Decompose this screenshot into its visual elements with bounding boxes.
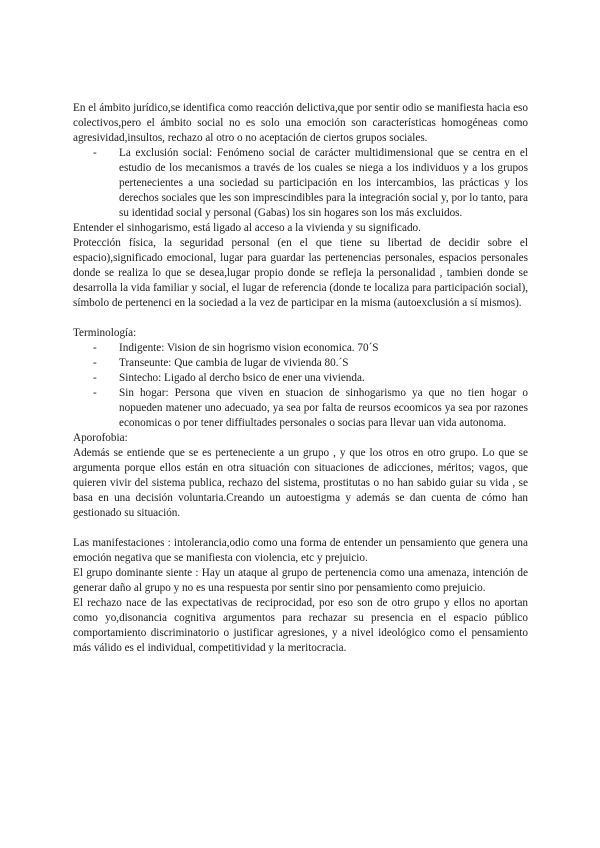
terminology-list <box>73 341 528 431</box>
exclusion-list <box>73 146 528 221</box>
proteccion-paragraph: Protección física, la seguridad personal (en el que tiene su libertad de decidir sobre el espacio),significado emocional, lugar para guardar las pertenencias personales, espacios personales donde se realiza lo que se desea,lugar propio donde se refleja la personalidad , tambien donde se desarrolla la vida familiar y social, el lugar de referencia (donde te localiza para participación social), símbolo de pertenenci en la sociedad a la vez de participar en la misma (autoexclusión a sí mismos). <box>73 237 528 309</box>
aporofobia-paragraph: Además se entiende que se es perteneciente a un grupo , y que los otros en otro grupo. Lo que se argumenta porque ellos están en otra situación con situaciones de adicciones, méritos; vagos, que quieren vivir del sistema publica, rechazo del sistema, prostitutas o no han sabido guiar su vida , se basa en una decisión voluntaria.Creando un autoestigma y además se dan cuenta de cómo han gestionado su situación. <box>73 447 528 519</box>
list-item: - La exclusión social: Fenómeno social de carácter multidimensional que se centra en el estudio de los mecanismos a través de los cuales se niega a los individuos y a los grupos pertenecientes a una sociedad su participación en los intercambios, las prácticas y los derechos sociales que les son imprescindibles para la integración social y, por lo tanto, para su identidad social y personal (Gabas) los sin hogares son los más excluidos. <box>119 146 528 221</box>
grupo-dominante-paragraph: El grupo dominante siente : Hay un ataque al grupo de pertenencia como una amenaza, intención de generar daño al grupo y no es una respuesta por sentir sino por pensamiento como prejuicio. <box>73 567 528 594</box>
list-item: - Indigente: Vision de sin hogrismo vision economica. 70´S <box>119 341 528 356</box>
aporofobia-heading: Aporofobia: <box>73 432 128 444</box>
list-item: - Transeunte: Que cambia de lugar de vivienda 80.´S <box>119 356 528 371</box>
list-item: - Sintecho: Ligado al dercho bsico de ener una vivienda. <box>119 371 528 386</box>
manifestaciones-paragraph: Las manifestaciones : intolerancia,odio como una forma de entender un pensamiento que genera una emoción negativa que se manifiesta con violencia, etc y prejuicio. <box>73 537 528 564</box>
spacer <box>73 521 528 536</box>
rechazo-paragraph: El rechazo nace de las expectativas de reciprocidad, por eso son de otro grupo y ellos no aportan como yo,disonancia cognitiva argumentos para rechazar su presencia en el espacio público comportamiento discriminatorio o justificar agresiones, y a nivel ideológico como el pensamiento más válido es el individual, competitividad y la meritocracia. <box>73 597 528 654</box>
list-item: - Sin hogar: Persona que viven en stuacion de sinhogarismo ya que no tien hogar o nopueden matener uno adecuado, ya sea por falta de reursos ecoomicos ya sea por razones economicas o por tener diffiultades personales o socias para llevar uan vida autonoma. <box>119 386 528 431</box>
intro-paragraph: En el ámbito jurídico,se identifica como reacción delictiva,que por sentir odio se manifiesta hacia eso colectivos,pero el ámbito social no es solo una emoción son características homogéneas como agresividad,insultos, rechazo al otro o no aceptación de ciertos grupos sociales. <box>73 102 528 144</box>
sinhogarismo-paragraph: Entender el sinhogarismo, está ligado al acceso a la vivienda y su significado. <box>73 222 421 234</box>
terminology-heading: Terminología: <box>73 327 137 339</box>
spacer <box>73 311 528 326</box>
